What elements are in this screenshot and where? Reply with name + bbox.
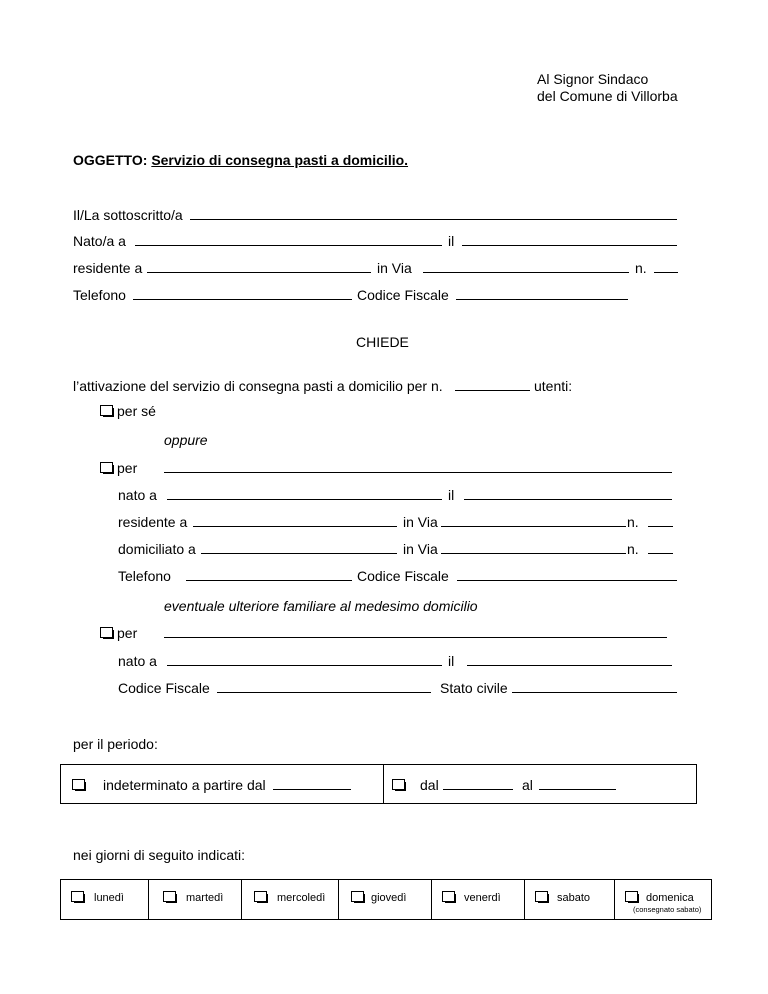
other-resident-in-label: residente a (118, 514, 188, 530)
family-birth-date-field[interactable] (467, 665, 672, 666)
marital-status-label: Stato civile (440, 680, 508, 696)
other-tax-code-label: Codice Fiscale (357, 568, 449, 584)
birth-date-label: il (448, 233, 455, 249)
other-person-checkbox[interactable] (100, 462, 116, 474)
indefinite-checkbox[interactable] (72, 779, 88, 791)
subject (73, 152, 408, 168)
phone-field[interactable] (133, 299, 352, 300)
wednesday-label: mercoledì (277, 892, 326, 904)
family-member-label: per (117, 625, 138, 641)
saturday-checkbox[interactable] (535, 891, 551, 903)
domicile-number-field[interactable] (648, 553, 673, 554)
sunday-note: (consegnato sabato) (633, 905, 702, 914)
to-label: al (522, 777, 533, 793)
undersigned-label: Il/La sottoscritto/a (73, 207, 183, 223)
additional-family-label: eventuale ulteriore familiare al medesimo domicilio (164, 598, 478, 614)
tax-code-field[interactable] (456, 299, 628, 300)
days-divider (431, 880, 432, 919)
tax-code-label: Codice Fiscale (357, 287, 449, 303)
street-field[interactable] (423, 272, 629, 273)
self-checkbox[interactable] (100, 405, 116, 417)
friday-label: venerdì (464, 892, 501, 904)
requests-heading: CHIEDE (356, 334, 409, 350)
tuesday-label: martedì (186, 892, 224, 904)
house-number-label: n. (635, 260, 647, 276)
thursday-label: giovedì (371, 892, 407, 904)
days-divider (338, 880, 339, 919)
saturday-label: sabato (557, 892, 591, 904)
monday-checkbox[interactable] (71, 891, 87, 903)
monday-label: lunedì (94, 892, 124, 904)
subject-label: OGGETTO: (73, 152, 148, 168)
period-label: per il periodo: (73, 736, 158, 752)
other-phone-field[interactable] (186, 580, 352, 581)
other-born-in-field[interactable] (167, 499, 442, 500)
other-number-label: n. (627, 514, 639, 530)
self-label: per sé (117, 403, 156, 419)
other-street-label: in Via (403, 514, 438, 530)
period-divider (383, 765, 384, 803)
family-born-in-label: nato a (118, 653, 157, 669)
to-date-field[interactable] (539, 789, 616, 790)
indefinite-label: indeterminato a partire dal (103, 777, 266, 793)
indefinite-start-field[interactable] (273, 789, 351, 790)
born-in-label: Nato/a a (73, 233, 126, 249)
street-label: in Via (377, 260, 412, 276)
undersigned-field[interactable] (190, 219, 677, 220)
subject-text: Servizio di consegna pasti a domicilio. (151, 152, 409, 168)
family-tax-code-label: Codice Fiscale (118, 680, 210, 696)
resident-in-label: residente a (73, 260, 143, 276)
sunday-label: domenica (646, 892, 694, 904)
days-label: nei giorni di seguito indicati: (73, 847, 245, 863)
other-phone-label: Telefono (118, 568, 171, 584)
tuesday-checkbox[interactable] (163, 891, 179, 903)
birth-date-field[interactable] (462, 245, 677, 246)
family-tax-code-field[interactable] (217, 692, 431, 693)
friday-checkbox[interactable] (442, 891, 458, 903)
recipient-line-1: Al Signor Sindaco (537, 71, 649, 87)
sunday-checkbox[interactable] (625, 891, 641, 903)
family-born-in-field[interactable] (167, 665, 442, 666)
date-range-checkbox[interactable] (392, 779, 408, 791)
other-born-in-label: nato a (118, 487, 157, 503)
family-member-field[interactable] (164, 637, 667, 638)
domicile-street-field[interactable] (441, 553, 626, 554)
born-in-field[interactable] (135, 245, 442, 246)
or-label: oppure (164, 432, 208, 448)
days-divider (241, 880, 242, 919)
users-label: utenti: (534, 378, 573, 394)
from-label: dal (420, 777, 439, 793)
family-member-checkbox[interactable] (100, 627, 116, 639)
other-street-field[interactable] (441, 526, 626, 527)
days-divider (148, 880, 149, 919)
days-divider (614, 880, 615, 919)
wednesday-checkbox[interactable] (254, 891, 270, 903)
thursday-checkbox[interactable] (351, 891, 367, 903)
recipient-line-2: del Comune di Villorba (537, 88, 678, 104)
phone-label: Telefono (73, 287, 126, 303)
other-person-label: per (117, 460, 138, 476)
days-divider (524, 880, 525, 919)
domicile-number-label: n. (627, 541, 639, 557)
users-count-field[interactable] (455, 390, 530, 391)
other-birth-date-label: il (448, 487, 455, 503)
domiciled-in-label: domiciliato a (118, 541, 196, 557)
activation-text: l’attivazione del servizio di consegna pasti a domicilio per n. (73, 378, 443, 394)
other-tax-code-field[interactable] (457, 580, 677, 581)
house-number-field[interactable] (654, 272, 678, 273)
resident-in-field[interactable] (147, 272, 371, 273)
other-number-field[interactable] (648, 526, 673, 527)
other-birth-date-field[interactable] (464, 499, 672, 500)
other-person-field[interactable] (164, 472, 672, 473)
family-birth-date-label: il (448, 653, 455, 669)
from-date-field[interactable] (443, 789, 513, 790)
domicile-street-label: in Via (403, 541, 438, 557)
marital-status-field[interactable] (512, 692, 677, 693)
other-resident-in-field[interactable] (193, 526, 397, 527)
domiciled-in-field[interactable] (201, 553, 397, 554)
